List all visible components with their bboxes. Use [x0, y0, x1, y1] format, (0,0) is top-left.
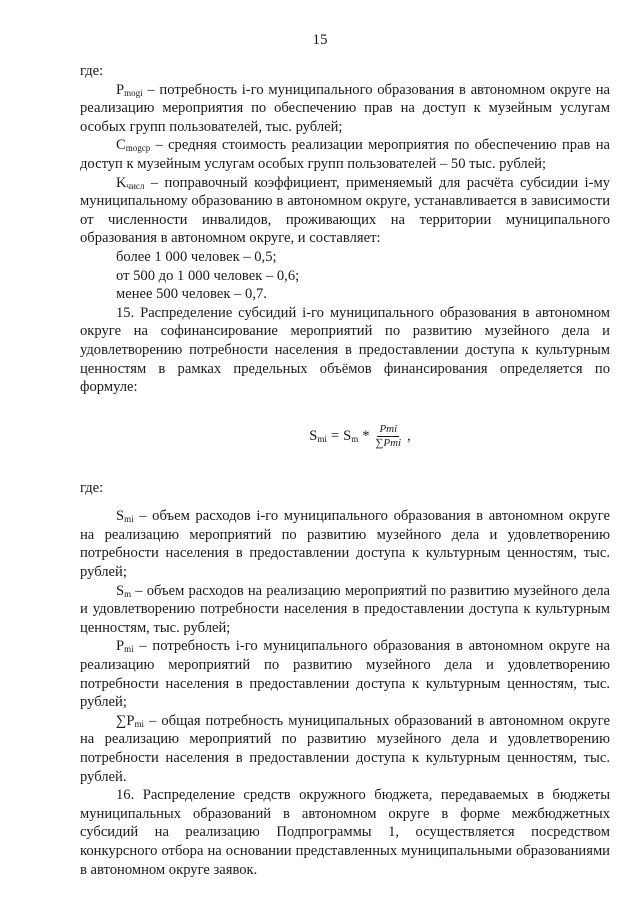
formula-comma: , [407, 427, 411, 444]
symbol: K [116, 174, 127, 191]
range-item-3: менее 500 человек – 0,7. [116, 286, 267, 303]
definition-text: – объем расходов на реализацию мероприятий по развитию музейного дела и удовлетворению потребности населения в предоставлении доступа к культурным ценностям, тыс. рублей; [80, 582, 610, 636]
symbol-subscript: mi [124, 644, 134, 655]
symbol-subscript: mogi [124, 87, 143, 98]
symbol: P [116, 638, 125, 655]
formula-fraction [374, 423, 404, 450]
where-label-2: где: [80, 479, 104, 496]
symbol-subscript: числ [126, 180, 145, 191]
formula-rhs-subscript: m [351, 433, 359, 444]
definition-sm [80, 582, 610, 638]
formula [80, 417, 610, 457]
range-item-2: от 500 до 1 000 человек – 0,6; [116, 267, 300, 284]
formula-operator: * [362, 427, 370, 444]
symbol-subscript: mi [124, 514, 134, 525]
symbol: ∑P [116, 712, 135, 729]
definition-text: – потребность i-го муниципального образования в автономном округе на реализацию мероприятия по обеспечению прав на доступ к музейным услугам особых групп пользователей, тыс. рублей; [80, 81, 610, 135]
definition-text: – средняя стоимость реализации мероприятия по обеспечению прав на доступ к музейным услугам особых групп пользователей – 50 тыс. рублей; [80, 137, 610, 172]
definition-text: – объем расходов i-го муниципального образования в автономном округе на реализацию мероприятий по развитию музейного дела и удовлетворению потребности населения в предоставлении доступа к культурным ценностям, тыс. рублей; [80, 508, 610, 581]
definition-text: – потребность i-го муниципального образования в автономном округе на реализацию мероприятий по развитию музейного дела и удовлетворению потребности населения в предоставлении доступа к культурным ценностям, тыс. рублей; [80, 638, 610, 711]
body-text-top [80, 62, 610, 879]
page-number: 15 [312, 32, 328, 48]
symbol-subscript: mi [134, 718, 145, 729]
definition-text: – общая потребность муниципальных образований в автономном округе на реализацию мероприятий по развитию музейного дела и удовлетворению потребности населения в предоставлении доступа к культурным ценностям, тыс. рублей. [80, 712, 610, 785]
definition-pmogi [80, 81, 610, 137]
definition-kchisl [80, 174, 610, 248]
symbol: S [116, 582, 125, 599]
paragraph-15: 15. Распределение субсидий i-го муниципального образования в автономном округе на софинансирование мероприятий по развитию музейного дела и удовлетворению потребности населения в предоставлении доступа к культурным ценностям в рамках предельных объёмов финансирования определяется по формуле: [80, 304, 610, 396]
range-item-1: более 1 000 человек – 0,5; [116, 248, 277, 265]
symbol: C [116, 137, 126, 154]
formula-lhs-subscript: mi [317, 433, 327, 444]
formula-lhs: S [309, 427, 318, 444]
where-label-1: где: [80, 63, 104, 79]
formula-rhs: S [343, 427, 352, 444]
formula-denominator: ∑Pmi [375, 436, 402, 449]
definition-cmogsr [80, 136, 610, 173]
symbol-subscript: mogср [125, 143, 151, 154]
symbol: S [116, 508, 125, 525]
definition-pmi [80, 637, 610, 711]
paragraph-16: 16. Распределение средств окружного бюджета, передаваемых в бюджеты муниципальных образований в автономном округе в форме межбюджетных субсидий на реализацию Подпрограммы 1, осуществляется посредством конкурсного отбора на основании представленных муниципальными образованиями в автономном округе заявок. [80, 787, 610, 878]
formula-equals: = [330, 427, 340, 444]
definition-smi [80, 507, 610, 581]
symbol-subscript: m [124, 588, 132, 599]
definition-sum-pmi [80, 712, 610, 786]
symbol: P [116, 81, 125, 98]
definition-text: – поправочный коэффициент, применяемый для расчёта субсидии i-му муниципальному образованию в автономном округе, устанавливается в зависимости от численности инвалидов, проживающих на территории муниципального образования в автономном округе, и составляет: [80, 174, 610, 247]
formula-numerator: Pmi [379, 422, 398, 435]
